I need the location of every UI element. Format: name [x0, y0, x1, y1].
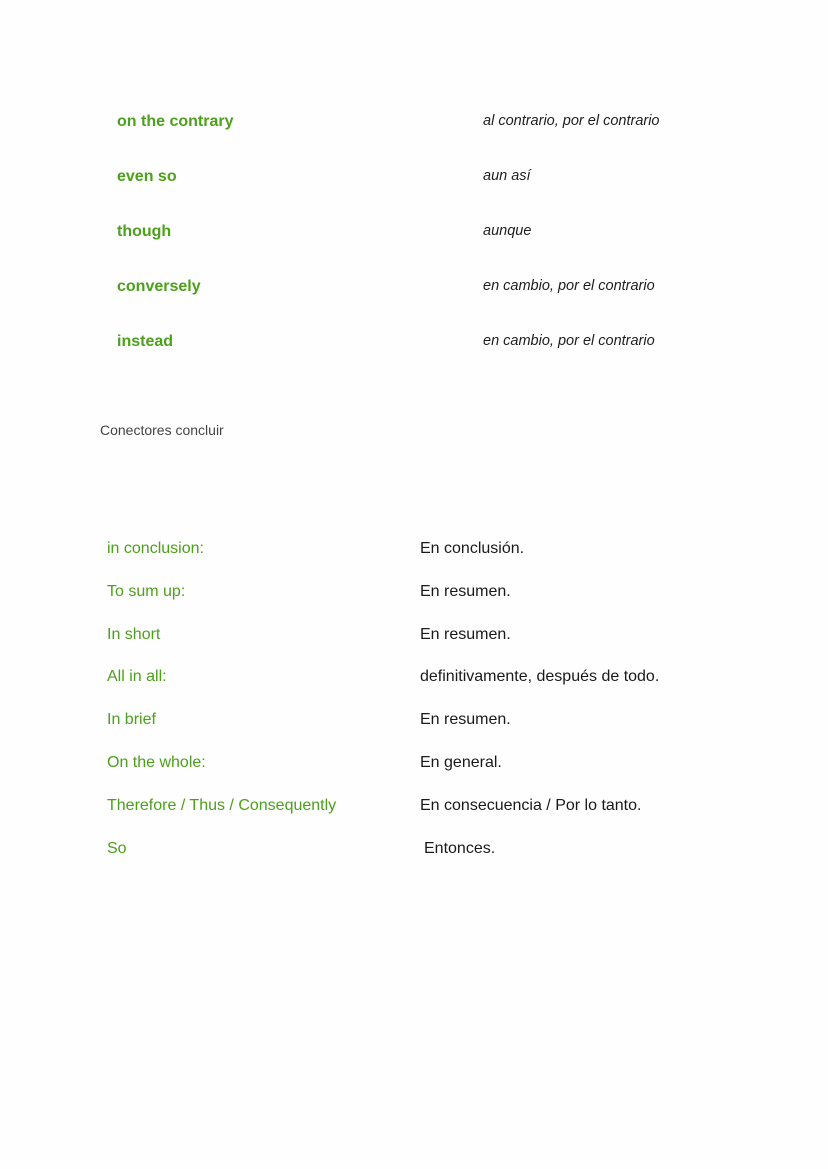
- conclude-row: [107, 626, 727, 650]
- connector-spanish: En resumen.: [420, 583, 511, 600]
- section-heading: Conectores concluir: [100, 422, 224, 438]
- conclude-row: [107, 840, 727, 864]
- connector-spanish: En resumen.: [420, 626, 511, 643]
- conclude-row: [107, 668, 727, 692]
- connector-english: on the contrary: [117, 113, 234, 130]
- connector-english: So: [107, 840, 127, 857]
- connector-spanish: aun así: [483, 168, 531, 184]
- conclude-row: [107, 540, 727, 564]
- conclude-row: [107, 754, 727, 778]
- connector-spanish: En consecuencia / Por lo tanto.: [420, 797, 642, 814]
- connector-spanish: en cambio, por el contrario: [483, 278, 655, 294]
- contrast-row: [117, 113, 717, 137]
- connector-english: To sum up:: [107, 583, 186, 600]
- connector-spanish: en cambio, por el contrario: [483, 333, 655, 349]
- connector-english: even so: [117, 168, 177, 185]
- conclude-row: [107, 797, 727, 821]
- connector-spanish: En resumen.: [420, 711, 511, 728]
- connector-english: In brief: [107, 711, 156, 728]
- contrast-row: [117, 333, 717, 357]
- connector-spanish: Entonces.: [424, 840, 496, 857]
- connector-english: On the whole:: [107, 754, 206, 771]
- connector-spanish: al contrario, por el contrario: [483, 113, 660, 129]
- connector-english: Therefore / Thus / Consequently: [107, 797, 337, 814]
- connector-spanish: aunque: [483, 223, 532, 239]
- connector-english: In short: [107, 626, 161, 643]
- connector-english: All in all:: [107, 668, 167, 685]
- connector-english: though: [117, 223, 172, 240]
- conclude-row: [107, 711, 727, 735]
- contrast-row: [117, 168, 717, 192]
- connector-english: in conclusion:: [107, 540, 204, 557]
- connector-english: conversely: [117, 278, 201, 295]
- connector-spanish: definitivamente, después de todo.: [420, 668, 660, 685]
- conclude-row: [107, 583, 727, 607]
- contrast-row: [117, 278, 717, 302]
- contrast-row: [117, 223, 717, 247]
- connector-spanish: En conclusión.: [420, 540, 525, 557]
- connector-spanish: En general.: [420, 754, 502, 771]
- connector-english: instead: [117, 333, 174, 350]
